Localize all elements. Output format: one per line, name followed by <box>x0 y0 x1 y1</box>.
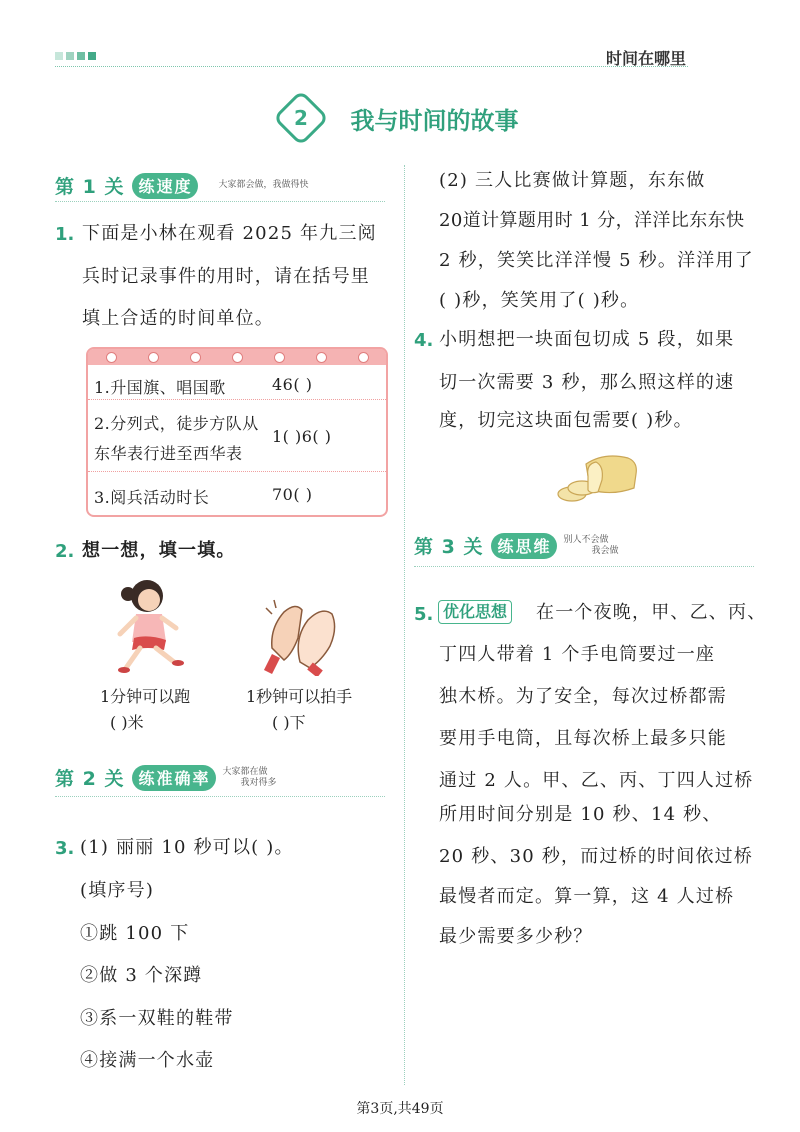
level-2-heading <box>55 764 276 791</box>
level-3-heading <box>414 532 618 559</box>
question-3-number: 3. <box>55 838 75 859</box>
lesson-heading <box>0 98 800 138</box>
clapping-caption: 1秒钟可以拍手 <box>246 687 353 706</box>
level-3-rule <box>414 566 754 567</box>
question-4-line-2: 切一次需要 3 秒，那么照这样的速 <box>439 372 735 393</box>
question-2-number: 2. <box>55 541 75 562</box>
table-separator <box>88 471 386 472</box>
question-3-line-1: (1) 丽丽 10 秒可以( )。 <box>80 837 294 858</box>
question-4-line-3: 度，切完这块面包需要( )秒。 <box>439 410 693 431</box>
header-decoration <box>55 52 96 60</box>
bread-illustration <box>552 450 642 504</box>
binder-ring <box>358 352 369 363</box>
record-table <box>86 347 388 517</box>
level-3-label: 第 3 关 <box>414 536 484 558</box>
header-rule <box>55 66 688 67</box>
question-3-part-2-line-2: 20道计算题用时 1 分，洋洋比东东快 <box>439 210 745 231</box>
binder-ring <box>316 352 327 363</box>
question-3-line-2: (填序号) <box>80 880 155 901</box>
level-2-label: 第 2 关 <box>55 768 125 790</box>
question-5-line-5: 通过 2 人。甲、乙、丙、丁四人过桥 <box>439 770 754 791</box>
question-3-option-3: ③系一双鞋的鞋带 <box>80 1008 234 1029</box>
running-blank: ( )米 <box>110 713 144 732</box>
question-5-line-3: 独木桥。为了安全，每次过桥都需 <box>439 686 727 707</box>
question-5-line-6: 所用时间分别是 10 秒、14 秒、 <box>439 804 722 825</box>
question-3-part-2-line-1: (2) 三人比赛做计算题，东东做 <box>439 170 706 191</box>
table-value: 70( ) <box>272 485 313 504</box>
table-event: 3.阅兵活动时长 <box>94 488 210 507</box>
running-girl-illustration <box>100 574 192 678</box>
question-3-part-2-line-4: ( )秒，笑笑用了( )秒。 <box>439 290 640 311</box>
level-2-tag-line-1: 大家都在做 <box>222 766 268 777</box>
column-divider <box>404 165 405 1085</box>
binder-ring <box>232 352 243 363</box>
question-3-option-1: ①跳 100 下 <box>80 923 190 944</box>
clapping-hands-illustration <box>262 598 348 676</box>
question-4-number: 4. <box>414 330 434 351</box>
question-5-line-4: 要用手电筒，且每次桥上最多只能 <box>439 728 727 749</box>
header-title: 时间在哪里 <box>605 49 686 68</box>
question-3-option-4: ④接满一个水壶 <box>80 1050 215 1071</box>
question-2-title: 想一想，填一填。 <box>82 540 236 561</box>
table-separator <box>88 399 386 400</box>
lesson-number: 2 <box>294 105 309 130</box>
question-1-line-2: 兵时记录事件的用时，请在括号里 <box>82 266 370 287</box>
table-value: 46( ) <box>272 375 313 394</box>
table-binder-strip <box>88 349 386 365</box>
table-event: 2.分列式，徒步方队从 <box>94 414 259 433</box>
binder-ring <box>148 352 159 363</box>
question-3-part-2-line-3: 2 秒，笑笑比洋洋慢 5 秒。洋洋用了 <box>439 250 754 271</box>
lesson-title: 我与时间的故事 <box>350 106 519 135</box>
level-3-tag <box>563 535 618 557</box>
optimization-tag: 优化思想 <box>438 600 512 624</box>
running-caption: 1分钟可以跑 <box>100 687 191 706</box>
question-5-line-2: 丁四人带着 1 个手电筒要过一座 <box>439 644 716 665</box>
table-event-continued: 东华表行进至西华表 <box>94 444 243 463</box>
question-5-line-7: 20 秒、30 秒，而过桥的时间依过桥 <box>439 846 754 867</box>
table-value: 1( )6( ) <box>272 427 332 446</box>
lesson-number-badge <box>273 90 330 147</box>
page-number: 第3页,共49页 <box>356 1101 444 1117</box>
question-5-number: 5. <box>414 604 434 625</box>
question-5-line-9: 最少需要多少秒？ <box>439 926 593 947</box>
table-event: 1.升国旗、唱国歌 <box>94 378 226 397</box>
binder-ring <box>106 352 117 363</box>
level-1-badge: 练速度 <box>132 173 198 199</box>
question-1-line-1: 下面是小林在观看 2025 年九三阅 <box>82 223 377 244</box>
level-2-badge: 练准确率 <box>132 765 216 791</box>
question-5-line-1: 在一个夜晚，甲、乙、丙、 <box>536 602 767 623</box>
level-1-heading <box>55 172 308 199</box>
question-3-option-2: ②做 3 个深蹲 <box>80 965 203 986</box>
level-1-rule <box>55 201 385 202</box>
question-1-number: 1. <box>55 224 75 245</box>
binder-ring <box>274 352 285 363</box>
binder-ring <box>190 352 201 363</box>
question-4-line-1: 小明想把一块面包切成 5 段，如果 <box>439 329 735 350</box>
question-1-line-3: 填上合适的时间单位。 <box>82 308 274 329</box>
level-3-badge: 练思维 <box>491 533 557 559</box>
level-1-label: 第 1 关 <box>55 176 125 198</box>
level-2-tag <box>222 767 276 789</box>
level-2-tag-line-2: 我对得多 <box>240 777 277 788</box>
level-1-tag: 大家都会做，我做得快 <box>218 180 309 190</box>
level-2-rule <box>55 796 385 797</box>
level-3-tag-line-1: 别人不会做 <box>563 534 609 545</box>
clapping-blank: ( )下 <box>272 713 306 732</box>
level-3-tag-line-2: 我会做 <box>591 545 619 556</box>
question-5-tag <box>438 600 512 624</box>
question-5-line-8: 最慢者而定。算一算，这 4 人过桥 <box>439 886 735 907</box>
